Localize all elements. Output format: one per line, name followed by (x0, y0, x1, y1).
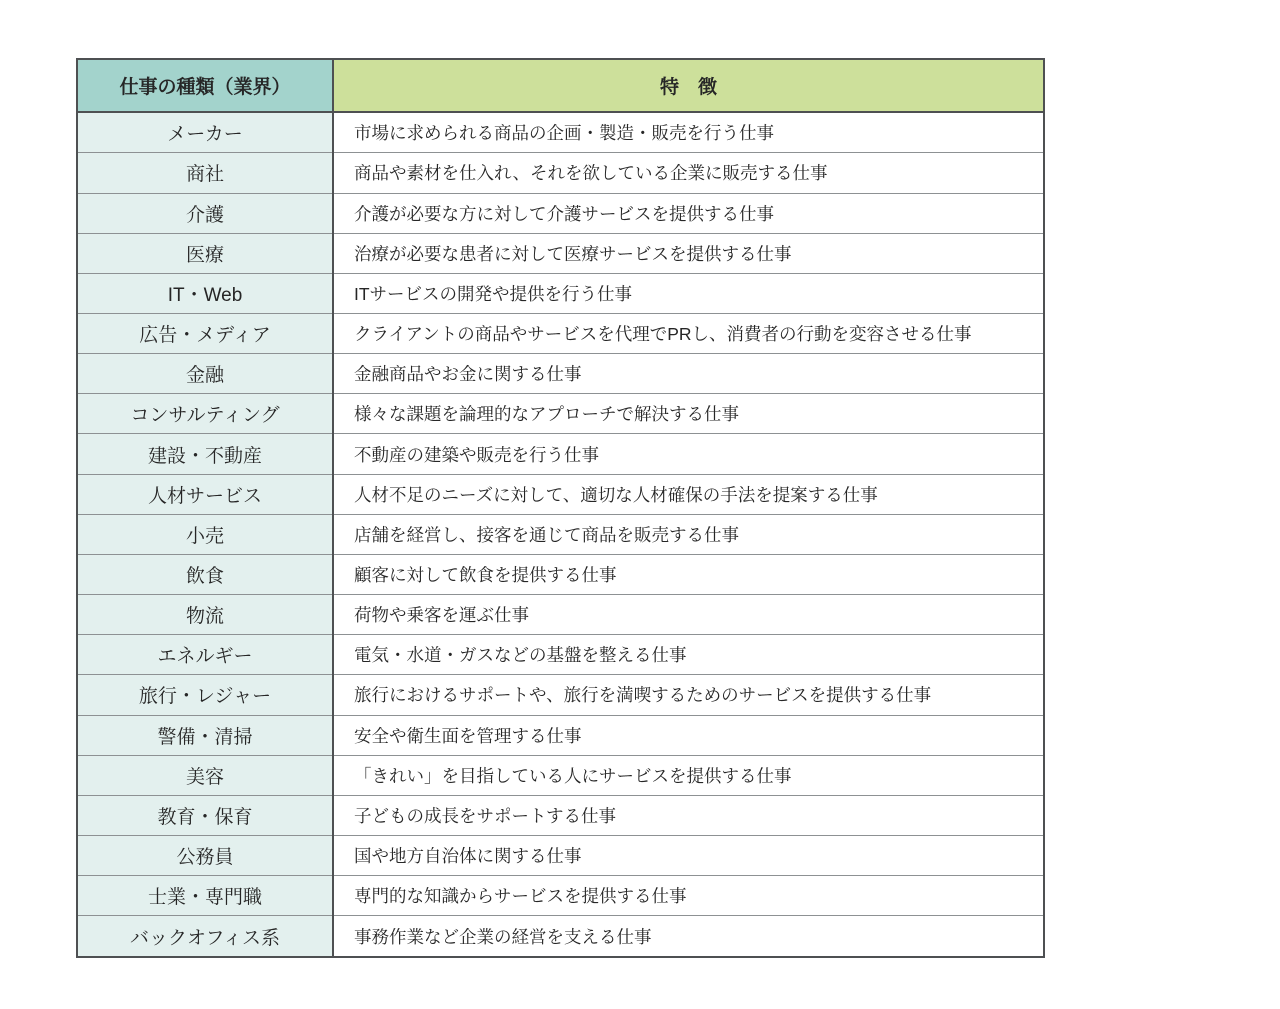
industry-cell: 公務員 (77, 836, 333, 876)
industry-cell: 広告・メディア (77, 314, 333, 354)
table-row (77, 836, 1044, 876)
feature-cell: 荷物や乗客を運ぶ仕事 (333, 595, 1044, 635)
table-row (77, 273, 1044, 313)
industry-cell: 商社 (77, 153, 333, 193)
table-row (77, 394, 1044, 434)
feature-cell: クライアントの商品やサービスを代理でPRし、消費者の行動を変容させる仕事 (333, 314, 1044, 354)
feature-cell: 商品や素材を仕入れ、それを欲している企業に販売する仕事 (333, 153, 1044, 193)
feature-cell: 不動産の建築や販売を行う仕事 (333, 434, 1044, 474)
feature-cell: 介護が必要な方に対して介護サービスを提供する仕事 (333, 193, 1044, 233)
industry-cell: 飲食 (77, 554, 333, 594)
industry-cell: 士業・専門職 (77, 876, 333, 916)
industry-cell: メーカー (77, 112, 333, 153)
table-row (77, 233, 1044, 273)
table-row (77, 193, 1044, 233)
feature-cell: 店舗を経営し、接客を通じて商品を販売する仕事 (333, 514, 1044, 554)
feature-cell: 「きれい」を目指している人にサービスを提供する仕事 (333, 755, 1044, 795)
table-row (77, 876, 1044, 916)
table-row (77, 314, 1044, 354)
industry-cell: コンサルティング (77, 394, 333, 434)
table-row (77, 153, 1044, 193)
header-row (77, 59, 1044, 112)
industry-cell: 美容 (77, 755, 333, 795)
table-row (77, 554, 1044, 594)
feature-cell: 様々な課題を論理的なアプローチで解決する仕事 (333, 394, 1044, 434)
industry-cell: 警備・清掃 (77, 715, 333, 755)
table-row (77, 514, 1044, 554)
table-row (77, 715, 1044, 755)
table-row (77, 595, 1044, 635)
industry-table (76, 58, 1045, 958)
industry-cell: 教育・保育 (77, 795, 333, 835)
table-row (77, 916, 1044, 957)
table-row (77, 434, 1044, 474)
feature-cell: 市場に求められる商品の企画・製造・販売を行う仕事 (333, 112, 1044, 153)
table-row (77, 635, 1044, 675)
industry-cell: 人材サービス (77, 474, 333, 514)
table-row (77, 675, 1044, 715)
feature-cell: 子どもの成長をサポートする仕事 (333, 795, 1044, 835)
feature-cell: ITサービスの開発や提供を行う仕事 (333, 273, 1044, 313)
industry-cell: エネルギー (77, 635, 333, 675)
feature-cell: 治療が必要な患者に対して医療サービスを提供する仕事 (333, 233, 1044, 273)
industry-cell: 建設・不動産 (77, 434, 333, 474)
industry-cell: 小売 (77, 514, 333, 554)
industry-cell: IT・Web (77, 273, 333, 313)
table-row (77, 795, 1044, 835)
feature-cell: 専門的な知識からサービスを提供する仕事 (333, 876, 1044, 916)
table-row (77, 755, 1044, 795)
table-row (77, 354, 1044, 394)
table-row (77, 112, 1044, 153)
feature-cell: 旅行におけるサポートや、旅行を満喫するためのサービスを提供する仕事 (333, 675, 1044, 715)
industry-cell: バックオフィス系 (77, 916, 333, 957)
industry-cell: 医療 (77, 233, 333, 273)
feature-cell: 電気・水道・ガスなどの基盤を整える仕事 (333, 635, 1044, 675)
table-body (77, 112, 1044, 957)
feature-cell: 事務作業など企業の経営を支える仕事 (333, 916, 1044, 957)
table-row (77, 474, 1044, 514)
industry-cell: 旅行・レジャー (77, 675, 333, 715)
feature-cell: 人材不足のニーズに対して、適切な人材確保の手法を提案する仕事 (333, 474, 1044, 514)
feature-cell: 安全や衛生面を管理する仕事 (333, 715, 1044, 755)
industry-cell: 介護 (77, 193, 333, 233)
header-feature: 特 徴 (333, 59, 1044, 112)
feature-cell: 金融商品やお金に関する仕事 (333, 354, 1044, 394)
header-industry-type: 仕事の種類（業界） (77, 59, 333, 112)
industry-cell: 物流 (77, 595, 333, 635)
industry-cell: 金融 (77, 354, 333, 394)
feature-cell: 国や地方自治体に関する仕事 (333, 836, 1044, 876)
feature-cell: 顧客に対して飲食を提供する仕事 (333, 554, 1044, 594)
